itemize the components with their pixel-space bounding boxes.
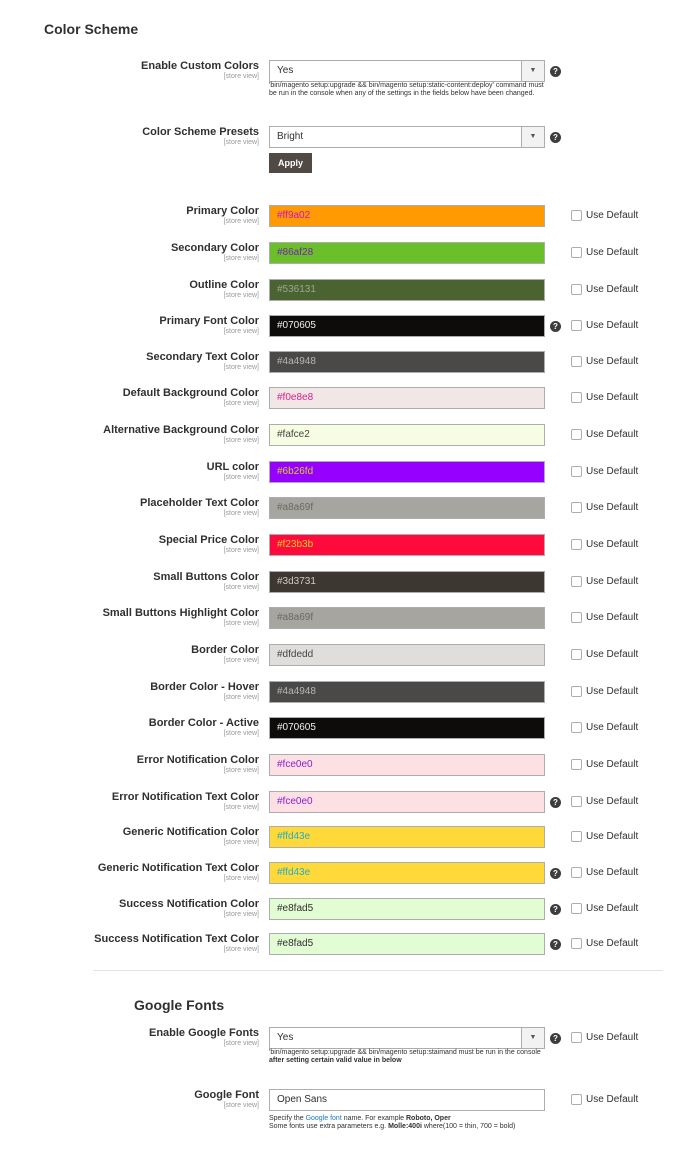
use-default-label: Use Default: [586, 247, 639, 258]
use-default-label: Use Default: [586, 722, 639, 733]
section-divider: [93, 970, 663, 971]
use-default-checkbox[interactable]: [571, 576, 638, 590]
scope-label: [store view]: [223, 911, 259, 918]
use-default-checkbox[interactable]: [571, 938, 638, 952]
enable-google-fonts-label-wrap: [59, 1027, 259, 1048]
checkbox-box[interactable]: [571, 1032, 582, 1043]
use-default-label: Use Default: [586, 210, 639, 221]
use-default-label: Use Default: [586, 576, 639, 587]
checkbox-box[interactable]: [571, 796, 582, 807]
checkbox-box[interactable]: [571, 429, 582, 440]
chevron-down-icon[interactable]: ▼: [521, 1028, 544, 1048]
use-default-label: Use Default: [586, 867, 639, 878]
secondary-text-color-label: Secondary Text Color: [146, 351, 259, 363]
checkbox-box[interactable]: [571, 466, 582, 477]
use-default-checkbox[interactable]: [571, 356, 638, 370]
outline-color-input[interactable]: #536131: [269, 279, 545, 301]
note-text: 'bin/magento setup:upgrade && bin/magento setup:staimand must be run in the console: [269, 1049, 541, 1056]
use-default-checkbox[interactable]: [571, 649, 638, 663]
border-color-hover-label: Border Color - Hover: [150, 681, 259, 693]
use-default-label: Use Default: [586, 1094, 639, 1105]
placeholder-text-color-label: Placeholder Text Color: [140, 497, 259, 509]
presets-value: Bright: [277, 131, 304, 142]
checkbox-box[interactable]: [571, 867, 582, 878]
primary-color-input[interactable]: #ff9a02: [269, 205, 545, 227]
use-default-checkbox[interactable]: [571, 429, 638, 443]
use-default-label: Use Default: [586, 429, 639, 440]
scope-label: [store view]: [223, 620, 259, 627]
enable-custom-colors-label-wrap: [59, 60, 259, 81]
success-notification-color-label: Success Notification Color: [119, 898, 259, 910]
google-font-link[interactable]: Google font: [305, 1115, 342, 1122]
use-default-checkbox[interactable]: [571, 247, 638, 261]
checkbox-box[interactable]: [571, 903, 582, 914]
border-color-hover-input[interactable]: #4a4948: [269, 681, 545, 703]
presets-select[interactable]: [269, 126, 545, 148]
border-color-label: Border Color: [191, 644, 259, 656]
scope-label: [store view]: [223, 1102, 259, 1109]
checkbox-box[interactable]: [571, 247, 582, 258]
use-default-checkbox[interactable]: [571, 759, 638, 773]
success-notification-color-label-wrap: [59, 898, 259, 919]
url-color-label-wrap: [59, 461, 259, 482]
url-color-input[interactable]: #6b26fd: [269, 461, 545, 483]
success-notification-color-input[interactable]: #e8fad5: [269, 898, 545, 920]
note-bold-text: after setting certain valid value in below: [269, 1057, 402, 1064]
checkbox-box[interactable]: [571, 831, 582, 842]
use-default-label: Use Default: [586, 284, 639, 295]
use-default-label: Use Default: [586, 938, 639, 949]
google-fonts-title: Google Fonts: [134, 997, 225, 1013]
default-background-color-input[interactable]: #f0e8e8: [269, 387, 545, 409]
generic-notification-color-label: Generic Notification Color: [122, 826, 259, 838]
use-default-label: Use Default: [586, 392, 639, 403]
chevron-down-icon[interactable]: ▼: [521, 61, 544, 81]
small-buttons-highlight-color-input[interactable]: #a8a69f: [269, 607, 545, 629]
scope-label: [store view]: [223, 292, 259, 299]
scope-label: [store view]: [223, 839, 259, 846]
checkbox-box[interactable]: [571, 649, 582, 660]
url-color-label: URL color: [206, 461, 259, 473]
use-default-label: Use Default: [586, 320, 639, 331]
color-scheme-title: Color Scheme: [44, 21, 139, 37]
google-font-input[interactable]: Open Sans: [269, 1089, 545, 1111]
help-icon[interactable]: ?: [550, 1033, 561, 1044]
use-default-checkbox[interactable]: [571, 1032, 638, 1046]
scope-label: [store view]: [223, 547, 259, 554]
placeholder-text-color-input[interactable]: #a8a69f: [269, 497, 545, 519]
enable-custom-colors-note: 'bin/magento setup:upgrade && bin/magento setup:static-content:deploy' command must be run in the console when any of the settings in the fields below have been changed.: [269, 82, 544, 97]
special-price-color-input[interactable]: #f23b3b: [269, 534, 545, 556]
checkbox-box[interactable]: [571, 502, 582, 513]
use-default-label: Use Default: [586, 831, 639, 842]
scope-label: [store view]: [223, 400, 259, 407]
checkbox-box[interactable]: [571, 320, 582, 331]
alternative-background-color-input[interactable]: #fafce2: [269, 424, 545, 446]
use-default-label: Use Default: [586, 502, 639, 513]
alternative-background-color-label-wrap: [59, 424, 259, 445]
error-notification-color-label-wrap: [59, 754, 259, 775]
small-buttons-color-label: Small Buttons Color: [153, 571, 259, 583]
checkbox-box[interactable]: [571, 539, 582, 550]
use-default-checkbox[interactable]: [571, 722, 638, 736]
error-notification-text-color-label: Error Notification Text Color: [111, 791, 259, 803]
special-price-color-label: Special Price Color: [158, 534, 259, 546]
scope-label: [store view]: [223, 1040, 259, 1047]
apply-button[interactable]: Apply: [269, 153, 312, 173]
default-background-color-label-wrap: [59, 387, 259, 408]
error-notification-color-label: Error Notification Color: [136, 754, 259, 766]
use-default-label: Use Default: [586, 686, 639, 697]
generic-notification-color-label-wrap: [59, 826, 259, 847]
use-default-label: Use Default: [586, 649, 639, 660]
scope-label: [store view]: [223, 767, 259, 774]
scope-label: [store view]: [223, 139, 259, 146]
checkbox-box[interactable]: [571, 1094, 582, 1105]
help-icon[interactable]: ?: [550, 132, 561, 143]
checkbox-box[interactable]: [571, 938, 582, 949]
use-default-checkbox[interactable]: [571, 539, 638, 553]
border-color-input[interactable]: #dfdedd: [269, 644, 545, 666]
help-icon[interactable]: ?: [550, 939, 561, 950]
small-buttons-color-input[interactable]: #3d3731: [269, 571, 545, 593]
scope-label: [store view]: [223, 804, 259, 811]
primary-color-label-wrap: [59, 205, 259, 226]
use-default-label: Use Default: [586, 759, 639, 770]
google-font-note: [269, 1115, 545, 1131]
scope-label: [store view]: [223, 657, 259, 664]
note-text: Specify the: [269, 1115, 306, 1122]
chevron-down-icon[interactable]: ▼: [521, 127, 544, 147]
outline-color-label-wrap: [59, 279, 259, 300]
use-default-checkbox[interactable]: [571, 831, 638, 845]
border-color-hover-label-wrap: [59, 681, 259, 702]
use-default-checkbox[interactable]: [571, 466, 638, 480]
checkbox-box[interactable]: [571, 722, 582, 733]
google-font-label-wrap: [59, 1089, 259, 1110]
enable-google-fonts-select[interactable]: [269, 1027, 545, 1049]
use-default-label: Use Default: [586, 1032, 639, 1043]
use-default-checkbox[interactable]: [571, 612, 638, 626]
enable-google-fonts-label: Enable Google Fonts: [148, 1027, 259, 1039]
note-bold-text: Roboto, Oper: [405, 1115, 451, 1122]
use-default-label: Use Default: [586, 539, 639, 550]
enable-google-fonts-note: [269, 1049, 545, 1065]
help-icon[interactable]: ?: [550, 868, 561, 879]
scope-label: [store view]: [223, 364, 259, 371]
checkbox-box[interactable]: [571, 686, 582, 697]
use-default-checkbox[interactable]: [571, 320, 638, 334]
border-color-active-label-wrap: [59, 717, 259, 738]
checkbox-box[interactable]: [571, 356, 582, 367]
checkbox-box[interactable]: [571, 576, 582, 587]
checkbox-box[interactable]: [571, 612, 582, 623]
special-price-color-label-wrap: [59, 534, 259, 555]
generic-notification-text-color-label-wrap: [59, 862, 259, 883]
checkbox-box[interactable]: [571, 759, 582, 770]
presets-label: Color Scheme Presets: [142, 126, 259, 138]
generic-notification-text-color-label: Generic Notification Text Color: [97, 862, 259, 874]
use-default-checkbox[interactable]: [571, 210, 638, 224]
enable-custom-colors-label: Enable Custom Colors: [141, 60, 259, 72]
default-background-color-label: Default Background Color: [122, 387, 259, 399]
use-default-label: Use Default: [586, 796, 639, 807]
success-notification-text-color-input[interactable]: #e8fad5: [269, 933, 545, 955]
scope-label: [store view]: [223, 474, 259, 481]
checkbox-box[interactable]: [571, 392, 582, 403]
note-text: where(100 = thin, 700 = bold): [421, 1123, 516, 1130]
use-default-label: Use Default: [586, 466, 639, 477]
small-buttons-color-label-wrap: [59, 571, 259, 592]
use-default-label: Use Default: [586, 612, 639, 623]
secondary-color-label: Secondary Color: [170, 242, 259, 254]
scope-label: [store view]: [223, 584, 259, 591]
alternative-background-color-label: Alternative Background Color: [103, 424, 259, 436]
checkbox-box[interactable]: [571, 284, 582, 295]
secondary-color-label-wrap: [59, 242, 259, 263]
note-text: Some fonts use extra parameters e.g.: [269, 1123, 389, 1130]
scope-label: [store view]: [223, 218, 259, 225]
use-default-checkbox[interactable]: [571, 1094, 638, 1108]
use-default-checkbox[interactable]: [571, 502, 638, 516]
use-default-checkbox[interactable]: [571, 284, 638, 298]
enable-custom-colors-select[interactable]: [269, 60, 545, 82]
border-color-label-wrap: [59, 644, 259, 665]
success-notification-text-color-label-wrap: [59, 933, 259, 954]
placeholder-text-color-label-wrap: [59, 497, 259, 518]
scope-label: [store view]: [223, 946, 259, 953]
error-notification-text-color-label-wrap: [59, 791, 259, 812]
generic-notification-color-input[interactable]: #ffd43e: [269, 826, 545, 848]
use-default-label: Use Default: [586, 356, 639, 367]
scope-label: [store view]: [223, 255, 259, 262]
secondary-text-color-label-wrap: [59, 351, 259, 372]
help-icon[interactable]: ?: [550, 66, 561, 77]
scope-label: [store view]: [223, 730, 259, 737]
scope-label: [store view]: [223, 510, 259, 517]
use-default-label: Use Default: [586, 903, 639, 914]
scope-label: [store view]: [223, 694, 259, 701]
note-bold-text: Molle:400i: [388, 1123, 422, 1130]
presets-label-wrap: [59, 126, 259, 147]
scope-label: [store view]: [223, 437, 259, 444]
primary-color-label: Primary Color: [186, 205, 259, 217]
outline-color-label: Outline Color: [189, 279, 259, 291]
small-buttons-highlight-color-label: Small Buttons Highlight Color: [102, 607, 259, 619]
scope-label: [store view]: [223, 328, 259, 335]
border-color-active-label: Border Color - Active: [148, 717, 259, 729]
use-default-checkbox[interactable]: [571, 686, 638, 700]
primary-font-color-label-wrap: [59, 315, 259, 336]
note-text: name. For example: [341, 1115, 406, 1122]
border-color-active-input[interactable]: #070605: [269, 717, 545, 739]
scope-label: [store view]: [223, 73, 259, 80]
help-icon[interactable]: ?: [550, 904, 561, 915]
scope-label: [store view]: [223, 875, 259, 882]
generic-notification-text-color-input[interactable]: #ffd43e: [269, 862, 545, 884]
error-notification-color-input[interactable]: #fce0e0: [269, 754, 545, 776]
secondary-text-color-input[interactable]: #4a4948: [269, 351, 545, 373]
use-default-checkbox[interactable]: [571, 392, 638, 406]
checkbox-box[interactable]: [571, 210, 582, 221]
error-notification-text-color-input[interactable]: #fce0e0: [269, 791, 545, 813]
secondary-color-input[interactable]: #86af28: [269, 242, 545, 264]
primary-font-color-label: Primary Font Color: [159, 315, 259, 327]
help-icon[interactable]: ?: [550, 321, 561, 332]
google-font-label: Google Font: [194, 1089, 259, 1101]
primary-font-color-input[interactable]: #070605: [269, 315, 545, 337]
help-icon[interactable]: ?: [550, 797, 561, 808]
enable-custom-colors-value: Yes: [277, 65, 294, 76]
use-default-checkbox[interactable]: [571, 796, 638, 810]
use-default-checkbox[interactable]: [571, 867, 638, 881]
enable-google-fonts-value: Yes: [277, 1032, 294, 1043]
success-notification-text-color-label: Success Notification Text Color: [94, 933, 259, 945]
use-default-checkbox[interactable]: [571, 903, 638, 917]
small-buttons-highlight-color-label-wrap: [59, 607, 259, 628]
